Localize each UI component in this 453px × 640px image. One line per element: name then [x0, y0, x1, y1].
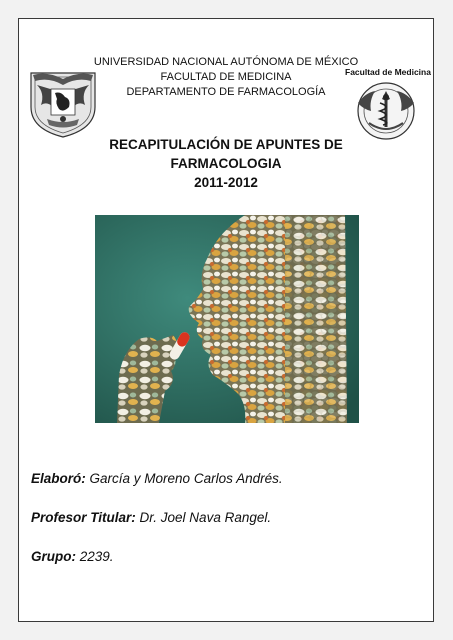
- university-name: UNIVERSIDAD NACIONAL AUTÓNOMA DE MÉXICO: [93, 56, 359, 68]
- document-page: [18, 18, 434, 622]
- professor-label: Profesor Titular:: [31, 510, 136, 525]
- title-line-2: FARMACOLOGIA: [170, 156, 282, 171]
- professor-value: Dr. Joel Nava Rangel.: [139, 510, 272, 525]
- unam-shield-icon: [27, 67, 99, 139]
- professor-line: [31, 510, 271, 525]
- group-value: 2239.: [79, 549, 114, 564]
- pills-head-illustration: [95, 215, 359, 423]
- group-line: [31, 549, 114, 564]
- emblem-caption: Facultad de Medicina: [345, 67, 431, 77]
- department-name: DEPARTAMENTO DE FARMACOLOGÍA: [126, 86, 326, 98]
- author-label: Elaboró:: [31, 471, 86, 486]
- title-line-1: RECAPITULACIÓN DE APUNTES DE: [109, 137, 343, 152]
- title-line-3: 2011-2012: [194, 175, 258, 190]
- medicine-faculty-emblem-icon: [345, 67, 431, 141]
- group-label: Grupo:: [31, 549, 76, 564]
- faculty-name: FACULTAD DE MEDICINA: [160, 71, 292, 83]
- author-value: García y Moreno Carlos Andrés.: [89, 471, 283, 486]
- author-line: [31, 471, 283, 486]
- document-title: [19, 135, 433, 192]
